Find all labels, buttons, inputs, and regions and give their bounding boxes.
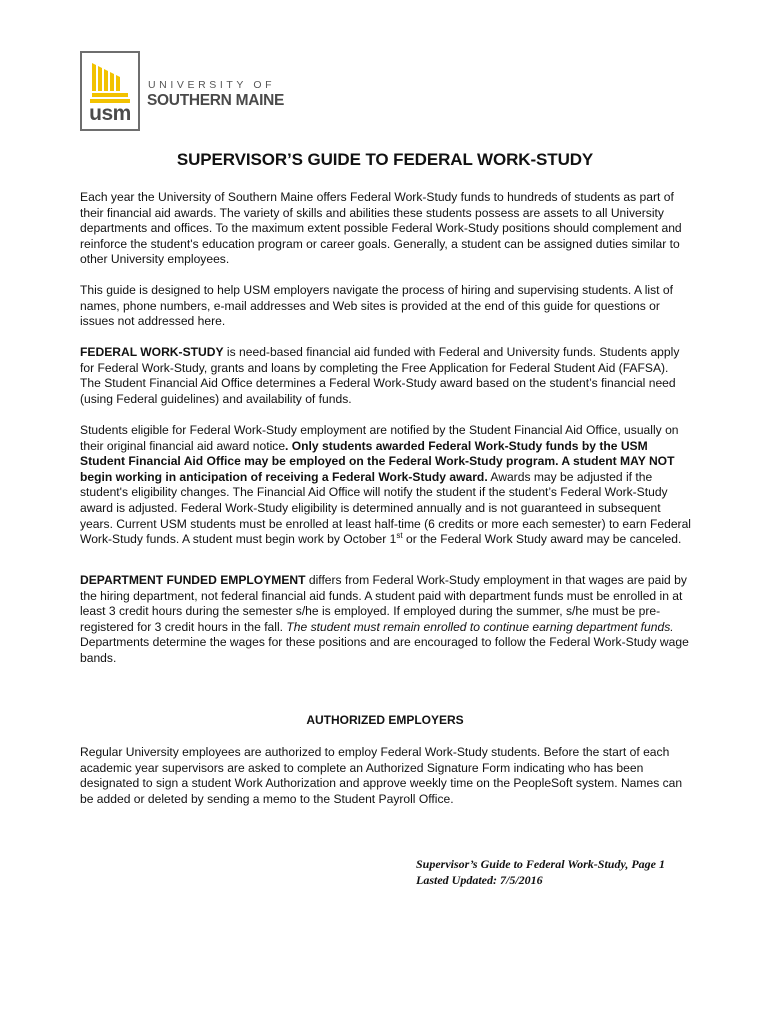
eligibility-paragraph: [80, 423, 692, 548]
page-title: SUPERVISOR’S GUIDE TO FEDERAL WORK-STUDY: [176, 150, 594, 169]
dept-text-1: differs from Federal Work-Study employment in that wages are paid by the hiring department, not federal financial aid funds. A student paid with department funds must be enrolled in at least 3 credit hours during the semester s/he is employed. If employed during the summer, s/he must be pre-registered for 3 credit hours in the fall.: [80, 573, 687, 634]
authorized-employers-paragraph: Regular University employees are authorized to employ Federal Work-Study students. Before the start of each academic year supervisors are asked to complete an Authorized Signature Form indicating who has been designated to sign a student Work Authorization and approve weekly time on the PeopleSoft system. Names can be added or deleted by sending a memo to the Student Payroll Office.: [80, 745, 683, 806]
ordinal-suffix: st: [396, 531, 403, 541]
logo-acronym: usm: [89, 102, 131, 125]
eligibility-text-2: Awards may be adjusted if the student's eligibility changes. The Financial Aid Office will notify the student if the student’s Federal Work-Study award is adjusted. Federal Work-Study eligibility is determined annually and is not guaranteed in subsequent years. Current USM students must be enrolled at least half-time (6 credits or more each semester) to earn Federal Work-Study funds. A student must begin work by October 1: [80, 469, 691, 547]
fws-lead: FEDERAL WORK-STUDY: [80, 345, 224, 359]
department-funded-paragraph: [80, 573, 692, 667]
intro-paragraph: Each year the University of Southern Maine offers Federal Work-Study funds to hundreds of students as part of their financial aid awards. The variety of skills and abilities these students possess are assets to all University departments and offices. To the maximum extent possible Federal Work-Study positions should complement and reinforce the student's education program or career goals. Generally, a student can be assigned duties similar to other University employees.: [80, 190, 682, 267]
footer-updated-date: Lasted Updated: 7/5/2016: [416, 873, 543, 887]
guide-purpose-paragraph: This guide is designed to help USM employers navigate the process of hiring and supervising students. A list of names, phone numbers, e-mail addresses and Web sites is provided at the end of this guide for questions or issues not addressed here.: [80, 283, 673, 329]
eligibility-text-1: Students eligible for Federal Work-Study employment are notified by the Student Financial Aid Office, usually on their original financial aid award notice: [80, 423, 679, 453]
fws-text: is need-based financial aid funded with Federal and University funds. Students apply for Federal Work-Study, grants and loans by completing the Free Application for Federal Student Aid (FAFSA). The Student Financial Aid Office determines a Federal Work-Study award based on the student’s financial need (using Federal guidelines) and availability of funds.: [80, 345, 680, 406]
eligibility-text-3: or the Federal Work Study award may be canceled.: [402, 532, 682, 547]
eligibility-bold: . Only students awarded Federal Work-Study funds by the USM Student Financial Aid Office may be employed on the Federal Work-Study program. A student MAY NOT begin working in anticipation of receiving a Federal Work-Study award.: [80, 438, 675, 484]
dept-italic: The student must remain enrolled to continue earning department funds.: [286, 619, 674, 634]
dept-lead: DEPARTMENT FUNDED EMPLOYMENT: [80, 573, 306, 587]
usm-logo: [80, 51, 140, 131]
footer-page-label: Supervisor’s Guide to Federal Work-Study, Page 1: [416, 857, 666, 871]
dept-text-2: Departments determine the wages for these positions and are encouraged to follow the Federal Work-Study wage bands.: [80, 635, 689, 665]
authorized-employers-heading: AUTHORIZED EMPLOYERS: [306, 713, 464, 727]
lighthouse-icon: [82, 53, 138, 109]
federal-work-study-paragraph: [80, 345, 692, 407]
logo-university-of: UNIVERSITY OF: [148, 79, 276, 91]
logo-southern-maine: SOUTHERN MAINE: [147, 92, 285, 109]
